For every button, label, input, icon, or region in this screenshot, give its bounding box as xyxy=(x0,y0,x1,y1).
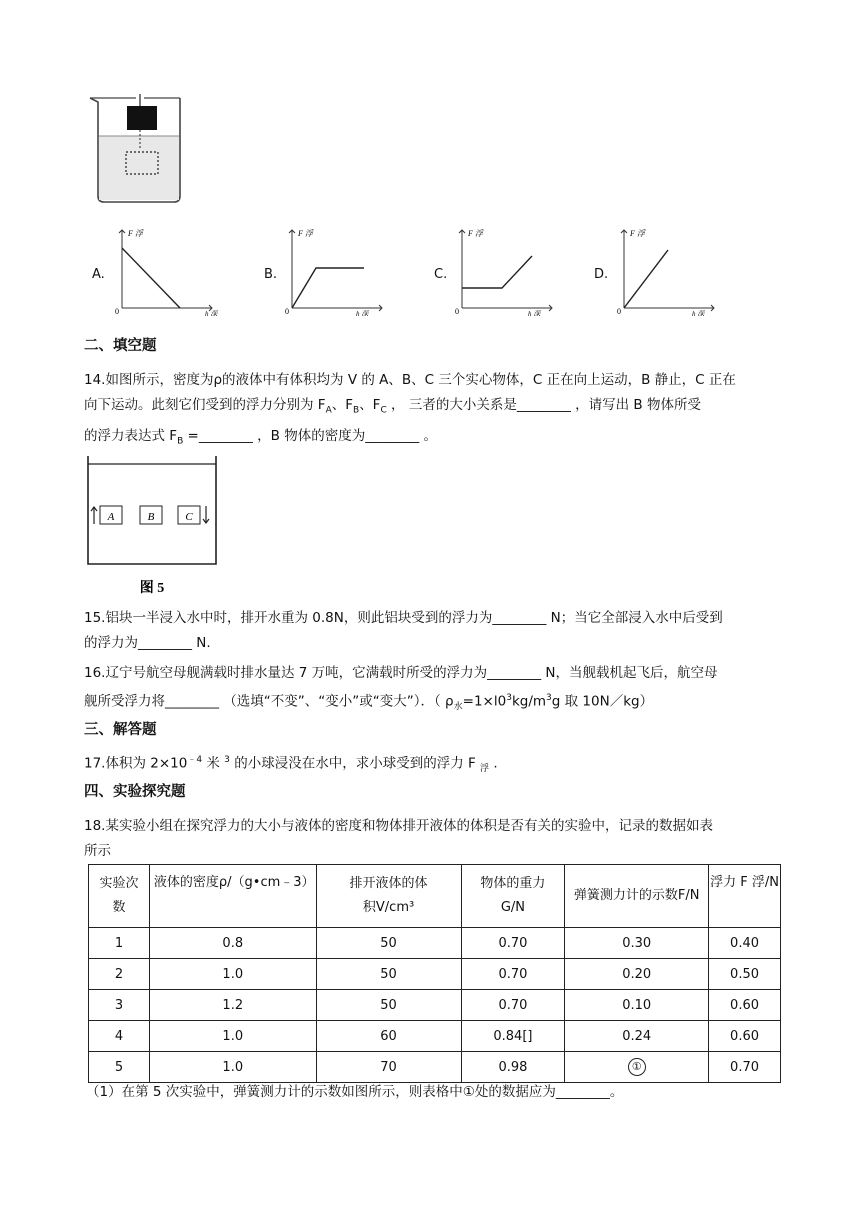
table-cell: 50 xyxy=(316,990,461,1021)
table-cell: 3 xyxy=(89,990,150,1021)
q16-line-1: 16.辽宁号航空母舰满载时排水量达 7 万吨，它满载时所受的浮力为________ N，当舰载机起飞后，航空母 xyxy=(84,665,718,681)
option-c-x-axis: h 深 xyxy=(528,310,541,316)
q18-sub-question-1: （1）在第 5 次实验中，弹簧测力计的示数如图所示，则表格中①处的数据应为________。 xyxy=(86,1084,624,1100)
circled-one-marker: ① xyxy=(628,1058,646,1076)
option-c-graph xyxy=(450,224,560,316)
table-cell: 0.50 xyxy=(709,959,781,990)
table-cell: 0.70 xyxy=(709,1052,781,1083)
table-row xyxy=(89,1052,781,1083)
table-cell: 70 xyxy=(316,1052,461,1083)
table-cell: 4 xyxy=(89,1021,150,1052)
option-c-origin: 0 xyxy=(455,307,459,316)
table-cell: 0.98 xyxy=(461,1052,565,1083)
table-header-row xyxy=(89,865,781,928)
section-heading-answer: 三、解答题 xyxy=(84,722,157,738)
table-cell: 1.0 xyxy=(149,959,316,990)
option-a-x-axis: h 深 xyxy=(205,310,218,316)
q15-line-2: 的浮力为________ N. xyxy=(84,635,211,651)
box-a-label: A xyxy=(107,511,115,523)
question-15 xyxy=(84,606,784,656)
option-d-graph xyxy=(612,224,722,316)
table-cell: 0.60 xyxy=(709,990,781,1021)
beaker-figure xyxy=(84,92,194,204)
table-cell: 0.60 xyxy=(709,1021,781,1052)
section-heading-fill-blank: 二、填空题 xyxy=(84,338,157,354)
option-d-x-axis: h 深 xyxy=(692,310,705,316)
q14-line-2: 向下运动。此刻它们受到的浮力分别为 $F_A$、$F_B$、$F_C$ ， 三者的大小关系是________ ，请写出 B 物体所受 xyxy=(84,397,701,416)
table-cell: 0.70 xyxy=(461,990,565,1021)
question-17: 17.体积为 $2\times 10^{﹣4}$ 米 $^3$ 的小球浸没在水中，求小球受到的浮力 F $_浮$ . xyxy=(84,755,498,775)
table-header-cell: 实验次数 xyxy=(89,865,150,928)
option-c-label: C. xyxy=(434,267,448,282)
table-row xyxy=(89,990,781,1021)
table-header-cell: 弹簧测力计的示数F/N xyxy=(565,865,709,928)
table-cell: 0.30 xyxy=(565,928,709,959)
table-cell: 0.40 xyxy=(709,928,781,959)
figure-5-caption: 图 5 xyxy=(139,581,165,596)
option-d-y-axis: F 浮 xyxy=(630,229,645,238)
table-header-cell: 排开液体的体积V/cm³ xyxy=(316,865,461,928)
table-row xyxy=(89,1021,781,1052)
table-header-cell: 浮力 F 浮/N xyxy=(709,865,781,928)
option-b-graph xyxy=(280,224,390,316)
option-a-label: A. xyxy=(92,267,105,282)
question-16 xyxy=(84,661,784,720)
table-cell: 0.10 xyxy=(565,990,709,1021)
table-cell: 0.8 xyxy=(149,928,316,959)
q18-line-2: 所示 xyxy=(84,843,111,859)
table-cell: 50 xyxy=(316,959,461,990)
table-cell: 5 xyxy=(89,1052,150,1083)
section-heading-experiment: 四、实验探究题 xyxy=(84,784,186,800)
box-c-label: C xyxy=(185,511,193,523)
experiment-table xyxy=(88,864,781,1083)
question-18 xyxy=(84,814,784,864)
q14-line-3: 的浮力表达式 $F_B$ =________ ，B 物体的密度为________ 。 xyxy=(84,427,437,447)
table-header-cell: 物体的重力G/N xyxy=(461,865,565,928)
q14-line-1: 14.如图所示，密度为ρ的液体中有体积均为 V 的 A、B、C 三个实心物体，C 正在向上运动，B 静止，C 正在 xyxy=(84,372,736,388)
table-header-cell: 液体的密度ρ/（g•cm﹣3） xyxy=(149,865,316,928)
option-b-label: B. xyxy=(264,267,278,282)
question-14 xyxy=(84,368,784,454)
option-d-label: D. xyxy=(594,267,609,282)
q16-line-2: 舰所受浮力将________ （选填“不变”、“变小”或“变大”）．（ $\rho_水=1\times l0^3kg/m^3g$ 取 10N／kg） xyxy=(84,693,654,713)
option-a-graph xyxy=(110,224,220,316)
table-row xyxy=(89,959,781,990)
table-cell: 0.70 xyxy=(461,928,565,959)
table-cell: 2 xyxy=(89,959,150,990)
q18-line-1: 18.某实验小组在探究浮力的大小与液体的密度和物体排开液体的体积是否有关的实验中，记录的数据如表 xyxy=(84,818,713,834)
table-cell: 0.84[] xyxy=(461,1021,565,1052)
table-cell: 50 xyxy=(316,928,461,959)
table-cell: 0.70 xyxy=(461,959,565,990)
box-b-label: B xyxy=(147,511,155,523)
option-b-x-axis: h 深 xyxy=(356,310,369,316)
option-a-origin: 0 xyxy=(115,307,119,316)
table-cell: 1 xyxy=(89,928,150,959)
option-a-y-axis: F 浮 xyxy=(128,229,143,238)
option-c-y-axis: F 浮 xyxy=(468,229,483,238)
figure-5 xyxy=(84,454,224,598)
table-cell: 60 xyxy=(316,1021,461,1052)
table-cell: 1.0 xyxy=(149,1021,316,1052)
table-cell: 0.24 xyxy=(565,1021,709,1052)
option-b-y-axis: F 浮 xyxy=(298,229,313,238)
table-row xyxy=(89,928,781,959)
table-cell: 1.0 xyxy=(149,1052,316,1083)
option-b-origin: 0 xyxy=(285,307,289,316)
option-d-origin: 0 xyxy=(617,307,621,316)
q15-line-1: 15.铝块一半浸入水中时，排开水重为 0.8N，则此铝块受到的浮力为________ N；当它全部浸入水中后受到 xyxy=(84,610,723,626)
table-cell: 1.2 xyxy=(149,990,316,1021)
table-cell xyxy=(565,1052,709,1083)
table-cell: 0.20 xyxy=(565,959,709,990)
